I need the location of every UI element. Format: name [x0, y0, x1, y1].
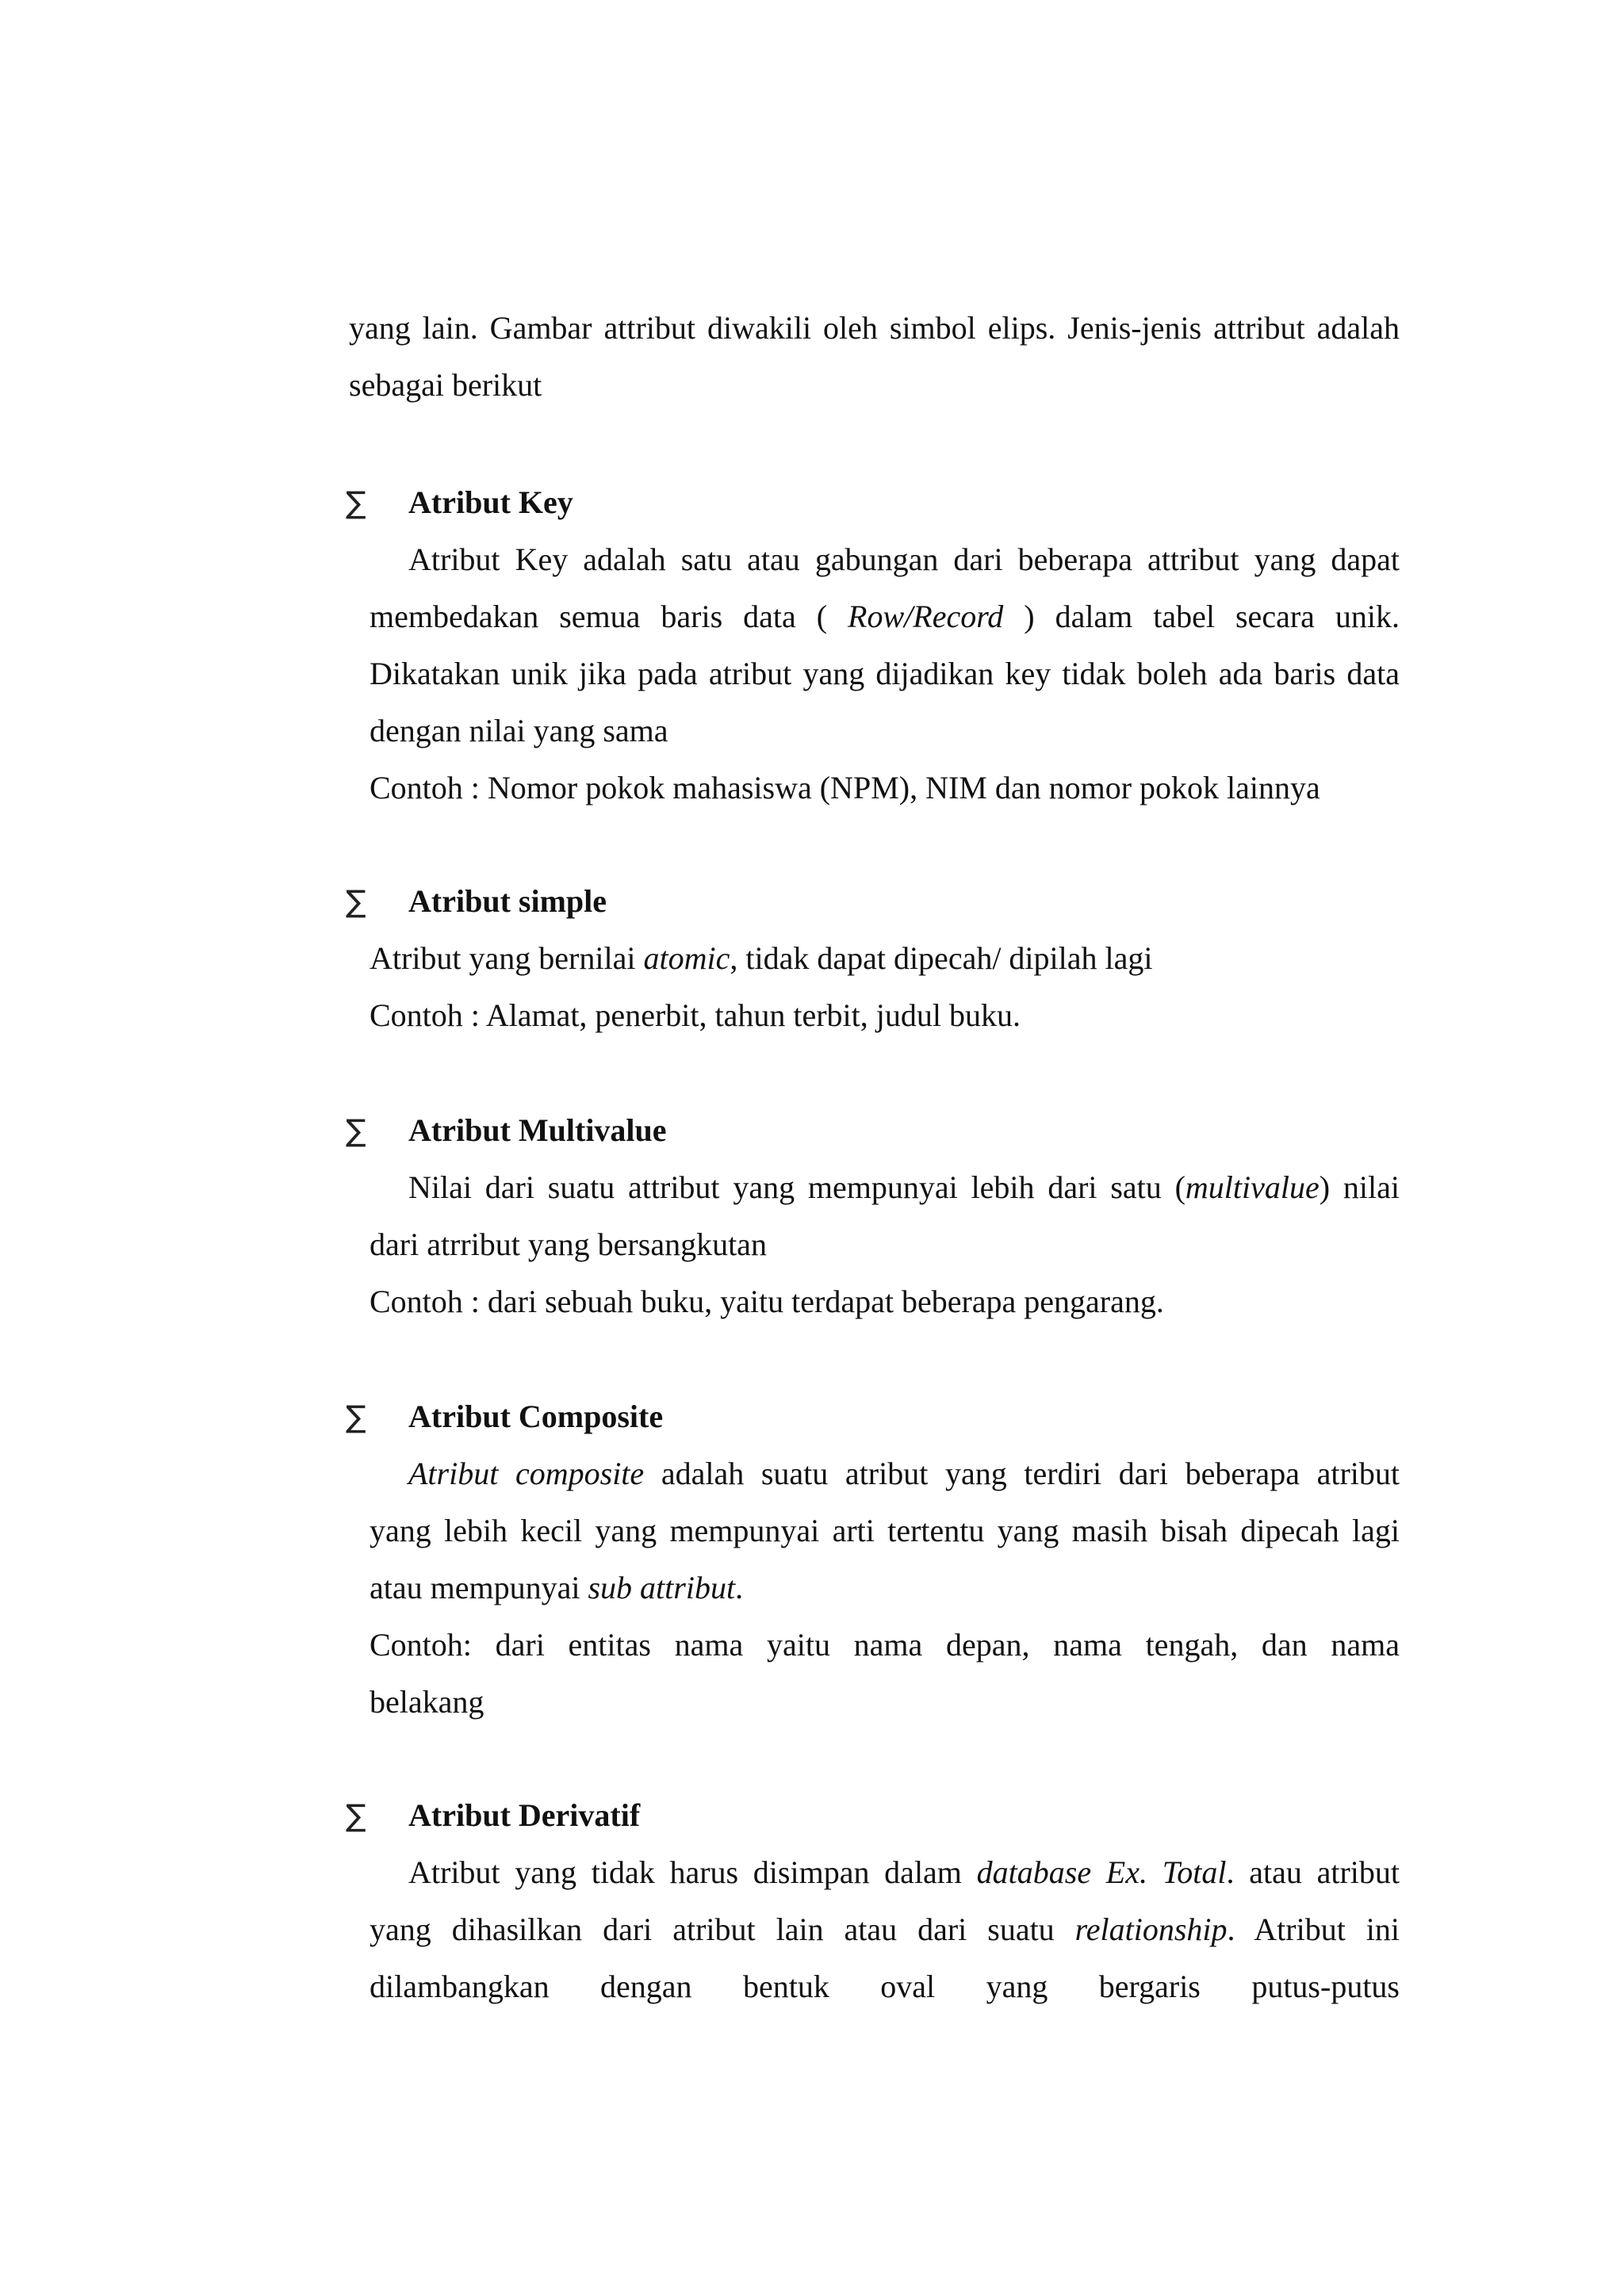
section-heading-composite: Atribut Composite	[408, 1399, 664, 1434]
key-text-line-2a: membedakan semua baris data (	[370, 599, 848, 634]
composite-text-line-2: yang lebih kecil yang mempunyai arti tertentu yang masih bisah dipecah lagi	[370, 1513, 1400, 1548]
simple-text-italic: atomic	[643, 940, 730, 976]
derivatif-text-line-1b: . atau atribut	[1226, 1854, 1400, 1890]
simple-text-line-1b: , tidak dapat dipecah/ dipilah lagi	[730, 940, 1153, 976]
composite-example-line-1: Contoh: dari entitas nama yaitu nama depan, nama tengah, dan nama	[370, 1627, 1400, 1663]
composite-text-line-3-italic: sub attribut	[588, 1570, 736, 1605]
section-heading-derivatif: Atribut Derivatif	[408, 1797, 641, 1833]
multivalue-text-italic: multivalue	[1185, 1169, 1320, 1205]
key-text-line-1: Atribut Key adalah satu atau gabungan dari beberapa attribut yang dapat	[408, 541, 1400, 577]
bullet-sigma-icon: ∑	[346, 485, 366, 520]
bullet-sigma-icon: ∑	[346, 1399, 366, 1434]
bullet-sigma-icon: ∑	[346, 1113, 366, 1148]
derivatif-text-line-1a: Atribut yang tidak harus disimpan dalam	[408, 1854, 977, 1890]
derivatif-text-line-2b: . Atribut ini	[1227, 1911, 1400, 1947]
composite-text-line-1	[408, 1455, 1400, 1492]
derivatif-text-line-2-italic: relationship	[1074, 1911, 1228, 1947]
bullet-sigma-icon: ∑	[346, 1798, 366, 1833]
key-text-line-4: dengan nilai yang sama	[370, 713, 668, 748]
composite-example-line-2: belakang	[370, 1684, 485, 1720]
simple-text-line-1a: Atribut yang bernilai	[370, 940, 644, 976]
derivatif-text-line-3: dilambangkan dengan bentuk oval yang bergaris putus-putus	[370, 1969, 1400, 2004]
composite-text-line-3	[370, 1569, 743, 1606]
composite-text-line-1b: adalah suatu atribut yang terdiri dari beberapa atribut	[644, 1456, 1400, 1491]
composite-text-line-3a: atau mempunyai	[370, 1570, 588, 1605]
derivatif-text-line-2	[370, 1911, 1400, 1948]
key-text-line-2b: ) dalam tabel secara unik.	[1003, 599, 1400, 634]
section-heading-key: Atribut Key	[408, 484, 573, 520]
section-heading-multivalue: Atribut Multivalue	[408, 1112, 667, 1148]
multivalue-text-line-2: dari atrribut yang bersangkutan	[370, 1226, 767, 1262]
bullet-sigma-icon: ∑	[346, 884, 366, 919]
composite-text-line-3b: .	[735, 1570, 744, 1605]
derivatif-text-line-1	[408, 1854, 1400, 1891]
multivalue-example: Contoh : dari sebuah buku, yaitu terdapat beberapa pengarang.	[370, 1284, 1164, 1319]
key-text-line-2-italic: Row/Record	[848, 599, 1004, 634]
intro-line-1: yang lain. Gambar attribut diwakili oleh simbol elips. Jenis-jenis attribut adalah	[349, 310, 1400, 346]
section-heading-simple: Atribut simple	[408, 883, 607, 919]
key-text-line-3: Dikatakan unik jika pada atribut yang dijadikan key tidak boleh ada baris data	[370, 656, 1400, 691]
derivatif-text-italic: database Ex. Total	[976, 1854, 1227, 1890]
multivalue-text-line-1b: ) nilai	[1319, 1169, 1400, 1205]
derivatif-text-line-2a: yang dihasilkan dari atribut lain atau dari suatu	[370, 1911, 1075, 1947]
multivalue-text-line-1a: Nilai dari suatu attribut yang mempunyai lebih dari satu (	[408, 1169, 1185, 1205]
key-example: Contoh : Nomor pokok mahasiswa (NPM), NIM dan nomor pokok lainnya	[370, 770, 1320, 806]
key-text-line-2	[370, 598, 1400, 635]
composite-text-italic: Atribut composite	[408, 1456, 645, 1491]
simple-text-line-1	[370, 939, 1153, 977]
multivalue-text-line-1	[408, 1169, 1400, 1206]
intro-line-2: sebagai berikut	[349, 367, 542, 403]
simple-example: Contoh : Alamat, penerbit, tahun terbit, judul buku.	[370, 997, 1021, 1033]
